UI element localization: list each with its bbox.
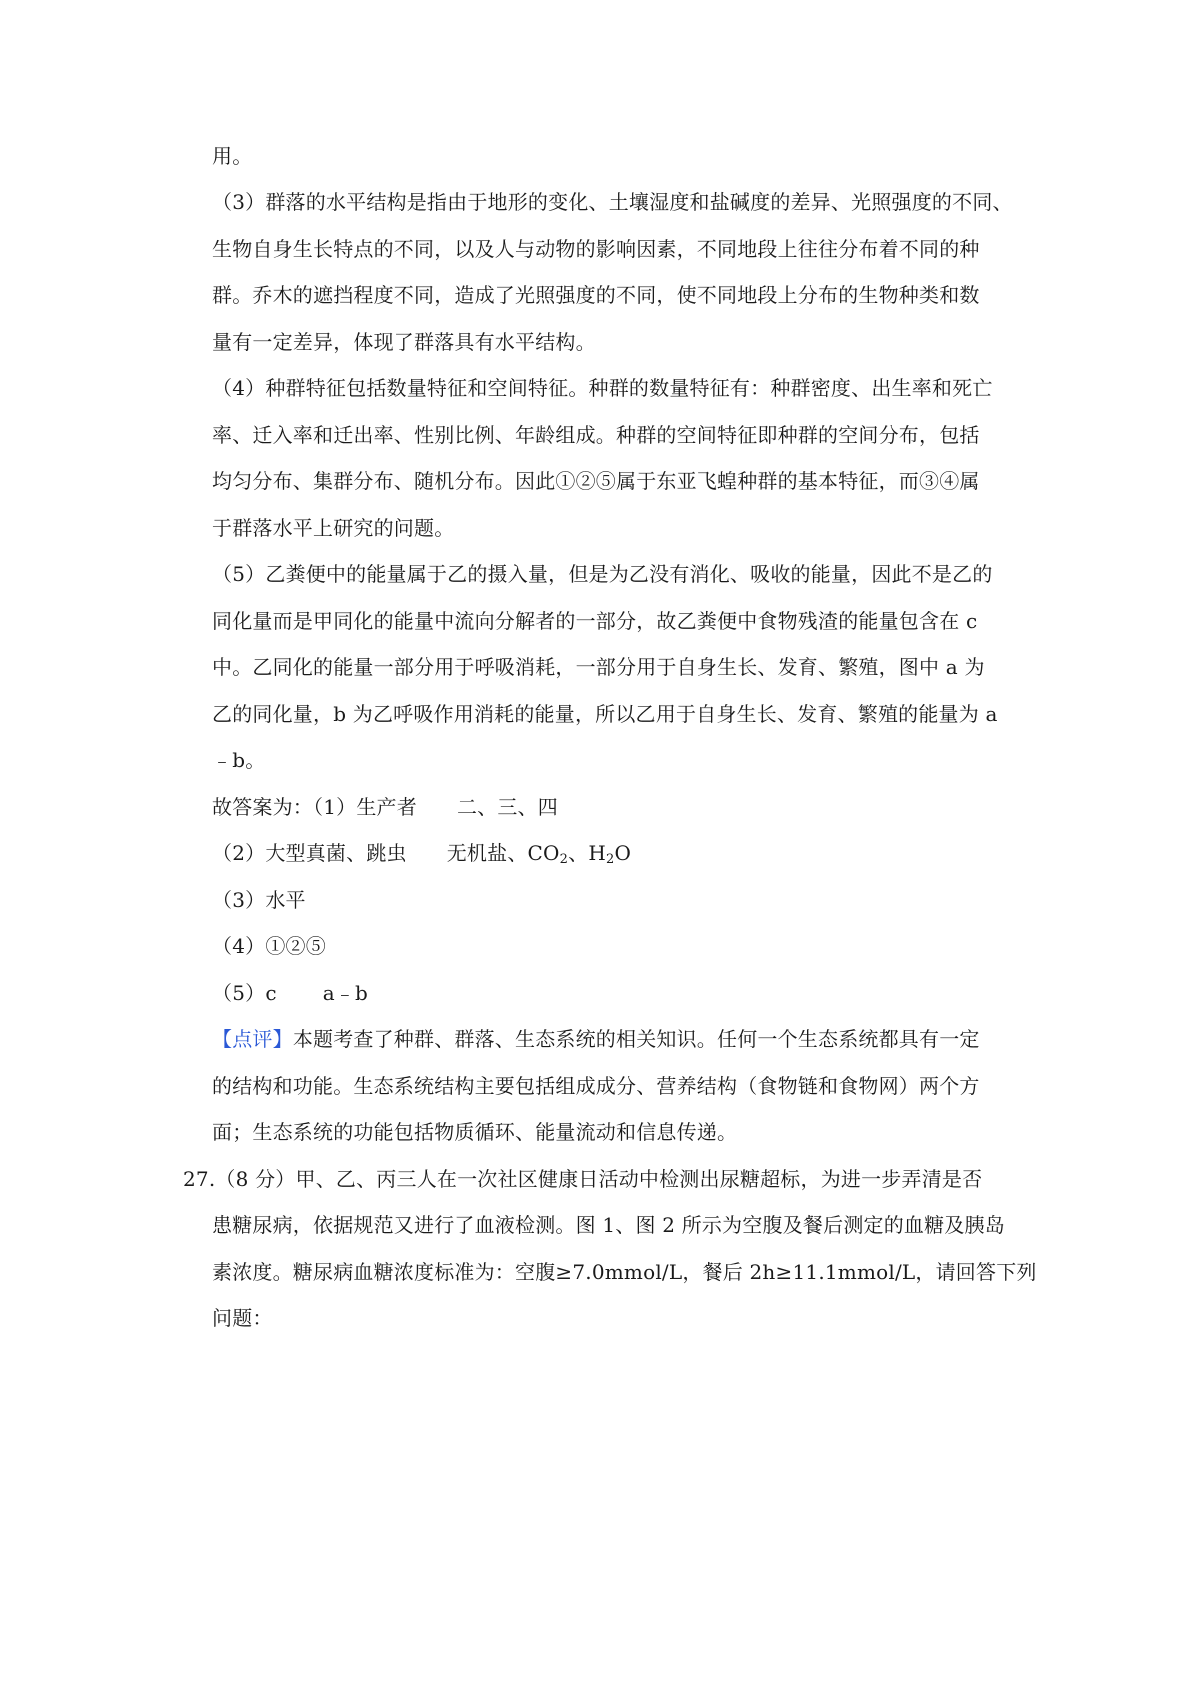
question-27-line: 素浓度。糖尿病血糖浓度标准为：空腹≥7.0mmol/L，餐后 2h≥11.1mmol/L，请回答下列 (212, 1260, 1037, 1284)
paragraph-5-line: （5）乙粪便中的能量属于乙的摄入量，但是为乙没有消化、吸收的能量，因此不是乙的 (212, 562, 993, 586)
answer-line-1 (212, 793, 558, 821)
paragraph-3-line: （3）群落的水平结构是指由于地形的变化、土壤湿度和盐碱度的差异、光照强度的不同、 (212, 190, 1013, 214)
paragraph-4-line: 于群落水平上研究的问题。 (212, 516, 455, 540)
review-line-2: 的结构和功能。生态系统结构主要包括组成成分、营养结构（食物链和食物网）两个方 (212, 1074, 980, 1098)
paragraph-3-line: 量有一定差异，体现了群落具有水平结构。 (212, 330, 596, 354)
answer-2-end: O (614, 841, 632, 865)
paragraph-5-line: 同化量而是甲同化的能量中流向分解者的一部分，故乙粪便中食物残渣的能量包含在 c (212, 609, 978, 633)
answer-line-2 (212, 839, 631, 867)
question-27-line: 患糖尿病，依据规范又进行了血液检测。图 1、图 2 所示为空腹及餐后测定的血糖及胰岛 (212, 1213, 1005, 1237)
answer-5-prefix: （5）c (212, 981, 277, 1005)
subscript-2: 2 (605, 852, 615, 867)
answer-5-rest: a﹣b (322, 981, 369, 1005)
paragraph-5-line: 中。乙同化的能量一部分用于呼吸消耗，一部分用于自身生长、发育、繁殖，图中 a 为 (212, 655, 985, 679)
paragraph-3-line: 群。乔木的遮挡程度不同，造成了光照强度的不同，使不同地段上分布的生物种类和数 (212, 283, 980, 307)
review-tag: 【点评】 (212, 1027, 293, 1051)
answer-line-3: （3）水平 (212, 888, 306, 912)
answer-2-prefix: （2）大型真菌、跳虫 (212, 841, 407, 865)
paragraph-3-line: 生物自身生长特点的不同，以及人与动物的影响因素，不同地段上往往分布着不同的种 (212, 237, 980, 261)
question-27-line: 27.（8 分）甲、乙、丙三人在一次社区健康日活动中检测出尿糖超标，为进一步弄清是否 (183, 1167, 983, 1191)
answer-1-rest: 二、三、四 (456, 795, 558, 819)
paragraph-4-line: （4）种群特征包括数量特征和空间特征。种群的数量特征有：种群密度、出生率和死亡 (212, 376, 993, 400)
review-text: 本题考查了种群、群落、生态系统的相关知识。任何一个生态系统都具有一定 (292, 1027, 980, 1051)
answer-2-mid: 无机盐、CO (446, 841, 560, 865)
answer-1-prefix: 故答案为：（1）生产者 (212, 795, 417, 819)
paragraph-5-line: 乙的同化量，b 为乙呼吸作用消耗的能量，所以乙用于自身生长、发育、繁殖的能量为 a (212, 702, 998, 726)
answer-line-5 (212, 979, 368, 1007)
review-line-3: 面；生态系统的功能包括物质循环、能量流动和信息传递。 (212, 1120, 738, 1144)
subscript-2: 2 (559, 852, 569, 867)
paragraph-4-line: 均匀分布、集群分布、随机分布。因此①②⑤属于东亚飞蝗种群的基本特征，而③④属 (212, 469, 980, 493)
answer-2-sep: 、H (568, 841, 606, 865)
paragraph-line: 用。 (212, 144, 253, 168)
review-line-1 (212, 1025, 980, 1053)
question-27-line: 问题： (212, 1306, 273, 1330)
paragraph-5-line: ﹣b。 (212, 748, 266, 772)
paragraph-4-line: 率、迁入率和迁出率、性别比例、年龄组成。种群的空间特征即种群的空间分布，包括 (212, 423, 980, 447)
answer-line-4: （4）①②⑤ (212, 934, 326, 958)
